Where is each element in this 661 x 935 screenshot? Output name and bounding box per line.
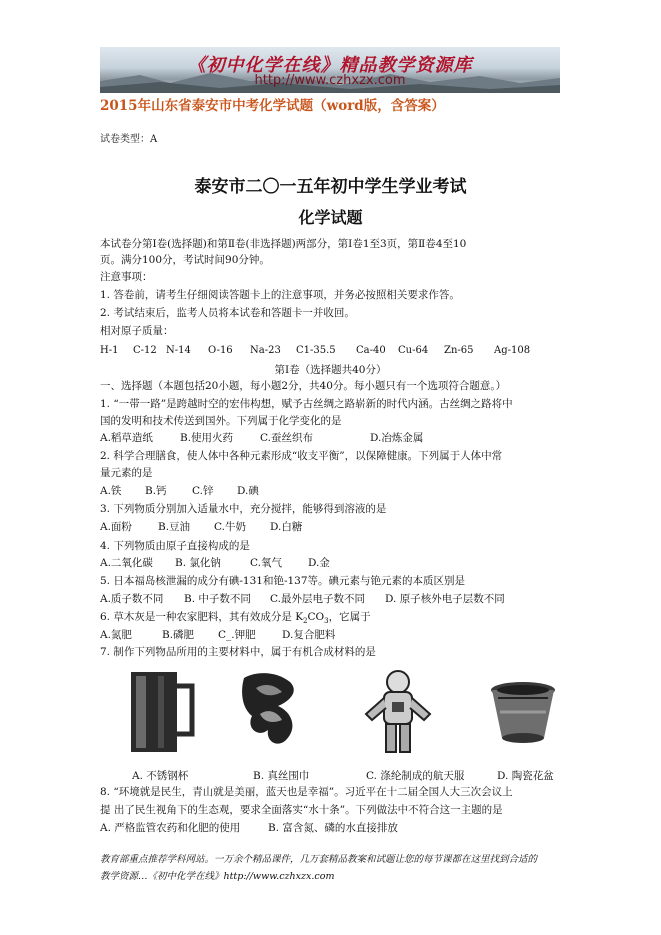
spacesuit-image (358, 668, 438, 756)
option: C.氧气 (250, 557, 282, 569)
option: A.质子数不同 (100, 593, 164, 605)
q6-stem-b: CO (307, 611, 325, 623)
q7-caption-b: B. 真丝围巾 (253, 770, 310, 782)
subscript: 2 (303, 617, 308, 626)
q8-stem-1: 8. “环境就是民生，青山就是美丽，蓝天也是幸福”。习近平在十二届全国人大三次会议上 (100, 786, 513, 798)
atomic-mass: Cu-64 (398, 345, 429, 356)
option: C.牛奶 (214, 521, 246, 533)
option: A. 严格监管农药和化肥的使用 (100, 822, 241, 834)
ceramic-flowerpot-image (488, 668, 558, 750)
silk-scarf-image (238, 668, 308, 750)
option: D. 原子核外电子层数不同 (385, 593, 505, 605)
atomic-mass: C-12 (133, 345, 157, 356)
atomic-mass: Ca-40 (356, 345, 386, 356)
option: A.氮肥 (100, 629, 132, 641)
q7-caption-a: A. 不锈钢杯 (132, 770, 189, 782)
notice-label: 注意事项： (100, 271, 153, 283)
atomic-mass: Ag-108 (494, 345, 531, 356)
notice-1: 1. 答卷前，请考生仔细阅读答题卡上的注意事项，并务必按照相关要求作答。 (100, 289, 460, 301)
q6-stem (100, 611, 371, 628)
q8-stem-2: 提 出了民生视角下的生态观，要求全面落实“水十条”。下列做法中不符合这一主题的是 (100, 804, 503, 816)
subscript: 3 (324, 617, 329, 626)
option: C.蚕丝织布 (260, 432, 313, 444)
footer-line-1: 教育部重点推荐学科网站。一万余个精品课件，几万套精品教案和试题让您的每节课都在这里找到合适的 (100, 854, 538, 865)
option: D.白糖 (270, 521, 303, 533)
option: C.最外层电子数不同 (270, 593, 365, 605)
q3-stem: 3. 下列物质分别加入适量水中，充分搅拌，能够得到溶液的是 (100, 503, 387, 515)
option: D.冶炼金属 (370, 432, 424, 444)
q7-caption-d: D. 陶瓷花盆 (497, 770, 554, 782)
option: C_.钾肥 (218, 629, 256, 641)
q6-stem-a: 6. 草木灰是一种农家肥料，其有效成分是 K (100, 611, 304, 623)
atomic-mass: O-16 (208, 345, 233, 356)
atomic-mass: Na-23 (250, 345, 281, 356)
section1-heading: 一、选择题（本题包括20小题，每小题2分，共40分。每小题只有一个选项符合题意。） (100, 380, 507, 392)
subject-title: 化学试题 (298, 208, 363, 227)
option: A.铁 (100, 485, 122, 497)
q6-stem-c: ，它属于 (328, 611, 371, 623)
atomic-mass: C1-35.5 (296, 345, 336, 356)
steel-cup-image (128, 668, 198, 756)
atomic-mass: Zn-65 (444, 345, 474, 356)
footer-line-2[interactable]: 教学资源…《初中化学在线》http://www.czhxzx.com (100, 871, 335, 882)
option: A.稻草造纸 (100, 432, 153, 444)
option: B. 氯化钠 (175, 557, 221, 569)
atomic-mass-label: 相对原子质量： (100, 325, 174, 337)
option: D.金 (308, 557, 330, 569)
notice-2: 2. 考试结束后，监考人员将本试卷和答题卡一并收回。 (100, 307, 355, 319)
q7-caption-c: C. 涤纶制成的航天服 (366, 770, 465, 782)
part1-title: 第Ⅰ卷（选择题共40分） (274, 364, 387, 376)
option: B. 中子数不同 (184, 593, 251, 605)
option: A.面粉 (100, 521, 132, 533)
q1-stem-1: 1. “一带一路”是跨越时空的宏伟构想，赋予古丝绸之路崭新的时代内涵。古丝绸之路将中 (100, 398, 513, 410)
option: A.二氧化碳 (100, 557, 153, 569)
option: D.碘 (237, 485, 259, 497)
option: B.豆油 (158, 521, 191, 533)
intro-line-2: 页。满分100分，考试时间90分钟。 (100, 254, 270, 266)
atomic-mass: N-14 (166, 345, 191, 356)
banner-title: 《初中化学在线》精品教学资源库 (187, 55, 473, 76)
exam-title: 泰安市二〇一五年初中学生学业考试 (194, 177, 467, 197)
intro-line-1: 本试卷分第Ⅰ卷(选择题)和第Ⅱ卷(非选择题)两部分，第Ⅰ卷1至3页，第Ⅱ卷4至10 (100, 238, 467, 250)
q2-stem-1: 2. 科学合理膳食，使人体中各种元素形成“收支平衡”，以保障健康。下列属于人体中常 (100, 450, 503, 462)
header-banner (100, 47, 560, 93)
document-title: 2015年山东省泰安市中考化学试题（word版，含答案） (100, 98, 445, 114)
q1-stem-2: 国的发明和技术传送到国外。下列属于化学变化的是 (100, 415, 342, 427)
atomic-mass: H-1 (100, 345, 119, 356)
option: D.复合肥料 (282, 629, 336, 641)
q2-stem-2: 量元素的是 (100, 467, 153, 479)
q5-stem: 5. 日本福岛核泄漏的成分有碘-131和铯-137等。碘元素与铯元素的本质区别是 (100, 575, 466, 587)
banner-url[interactable]: http://www.czhxzx.com (254, 73, 406, 88)
q7-stem: 7. 制作下列物品所用的主要材料中，属于有机合成材料的是 (100, 646, 376, 658)
option: C.锌 (192, 485, 214, 497)
option: B. 富含氮、磷的水直接排放 (268, 822, 398, 834)
option: B.使用火药 (180, 432, 234, 444)
option: B.磷肥 (162, 629, 195, 641)
q4-stem: 4. 下列物质由原子直接构成的是 (100, 540, 250, 552)
option: B.钙 (145, 485, 167, 497)
paper-type: 试卷类型：A (100, 134, 158, 145)
